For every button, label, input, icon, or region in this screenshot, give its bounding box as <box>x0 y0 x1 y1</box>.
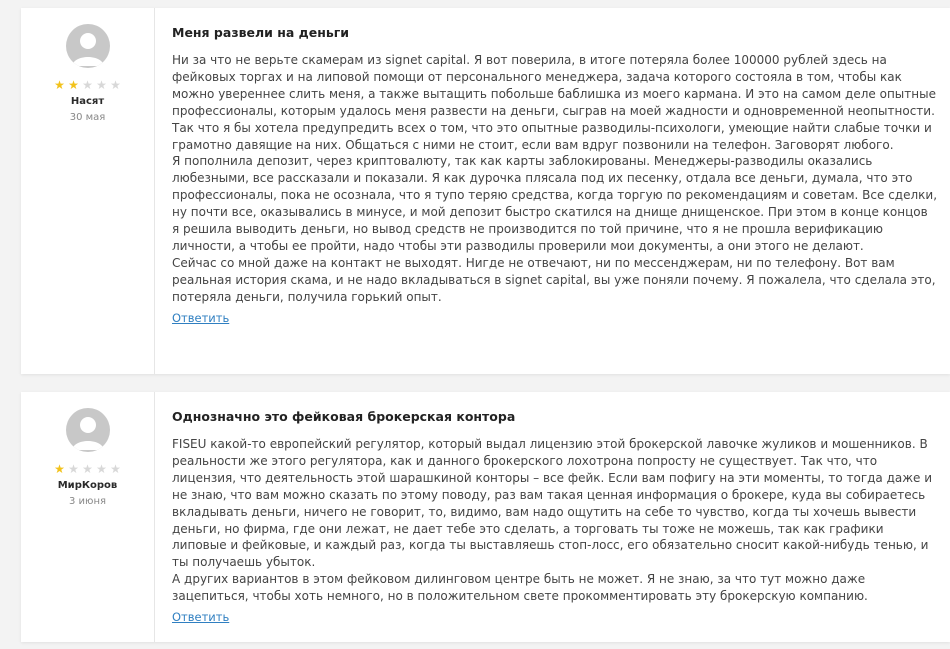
author-name: МирКоров <box>57 480 118 491</box>
author-name: Насят <box>70 96 105 107</box>
reply-link[interactable]: Ответить <box>172 310 230 325</box>
star-empty-icon: ★ <box>110 78 121 92</box>
review-paragraph: Я пополнила депозит, через криптовалюту, так как карты заблокированы. Менеджеры-разводилы оказались любезными, все рассказали и показали. Я как дурочка плясала под их песенку, отдала все деньги, думала, что это профессионалы, пока не осознала, что я тупо теряю средства, когда торгую по рекомендациям и советам. Все сделки, ну почти все, оказывались в минусе, и мой депозит быстро скатился на днище днищенское. При этом в конце концов я решила выводить деньги, но вывод средств не производится по той причине, что я не прошла верификацию личности, а чтобы ее пройти, надо чтобы эти разводилы проверили мои документы, а они этого не делают. <box>172 154 938 253</box>
star-empty-icon: ★ <box>96 78 107 92</box>
star-empty-icon: ★ <box>82 78 93 92</box>
review-author-panel <box>21 8 155 374</box>
review-paragraph: Сейчас со мной даже на контакт не выходят. Нигде не отвечают, ни по мессенджерам, ни по телефону. Вот вам реальная история скама, и не надо вкладываться в signet capital, вы уже поняли почему. Я пожалела, что сделала это, потеряла деньги, получила горький опыт. <box>172 255 936 304</box>
review-content <box>155 392 950 642</box>
rating-stars <box>54 463 122 475</box>
review-title: Меня развели на деньги <box>172 25 350 40</box>
user-avatar-icon <box>66 24 110 68</box>
reply-link[interactable]: Ответить <box>172 610 230 625</box>
review-body <box>172 52 938 306</box>
star-filled-icon: ★ <box>54 462 65 476</box>
review-title: Однозначно это фейковая брокерская контора <box>172 409 516 424</box>
review-paragraph: Ни за что не верьте скамерам из signet capital. Я вот поверила, в итоге потеряла более 100000 рублей здесь на фейковых торгах и на липовой помощи от персонального менеджера, задача которого состояла в том, чтобы как можно увереннее слить меня, а также вытащить побольше баблишка из моего кармана. И это на самом деле опытные профессионалы, которым удалось меня развести на деньги, сыграв на моей жадности и одновременной неопытности. Так что я бы хотела предупредить всех о том, что это опытные разводилы-психологи, умеющие найти слабые точки и грамотно давящие на них. Общаться с ними не стоит, если вам вдруг позвонили на телефон. Заговорят любого. <box>172 53 936 152</box>
star-empty-icon: ★ <box>68 462 79 476</box>
review-card <box>21 8 950 374</box>
review-paragraph: А других вариантов в этом фейковом дилинговом центре быть не может. Я не знаю, за что тут можно даже зацепиться, чтобы хоть немного, но в положительном свете прокомментировать эту брокерскую компанию. <box>172 572 868 604</box>
user-avatar-icon <box>66 408 110 452</box>
review-author-panel <box>21 392 155 642</box>
star-empty-icon: ★ <box>110 462 121 476</box>
rating-stars <box>54 79 122 91</box>
review-paragraph: FISEU какой-то европейский регулятор, который выдал лицензию этой брокерской лавочке жуликов и мошенников. В реальности же этого регулятора, как и данного брокерского лохотрона попросту не существует. Так что, что лицензия, что деятельность этой шарашкиной конторы – все фейк. Если вам пофигу на эти моменты, то тогда даже и не знаю, что вам можно сказать по этому поводу, раз вам такая ценная информация о брокере, куда вы собираетесь вкладывать деньги, ничего не говорит, то, видимо, вам надо ощутить на себе то чувство, когда ты хочешь вывести деньги, но фирма, где они лежат, не дает тебе это сделать, а торговать ты тоже не можешь, так как графики липовые и фейковые, и каждый раз, когда ты выставляешь стоп-лосс, его обязательно сносит какой-нибудь тенью, и ты получаешь убыток. <box>172 437 933 570</box>
star-empty-icon: ★ <box>82 462 93 476</box>
review-card <box>21 392 950 642</box>
review-body <box>172 436 938 605</box>
star-filled-icon: ★ <box>54 78 65 92</box>
review-date: 3 июня <box>68 496 106 507</box>
star-empty-icon: ★ <box>96 462 107 476</box>
review-content <box>155 8 950 374</box>
review-date: 30 мая <box>69 112 106 123</box>
star-filled-icon: ★ <box>68 78 79 92</box>
